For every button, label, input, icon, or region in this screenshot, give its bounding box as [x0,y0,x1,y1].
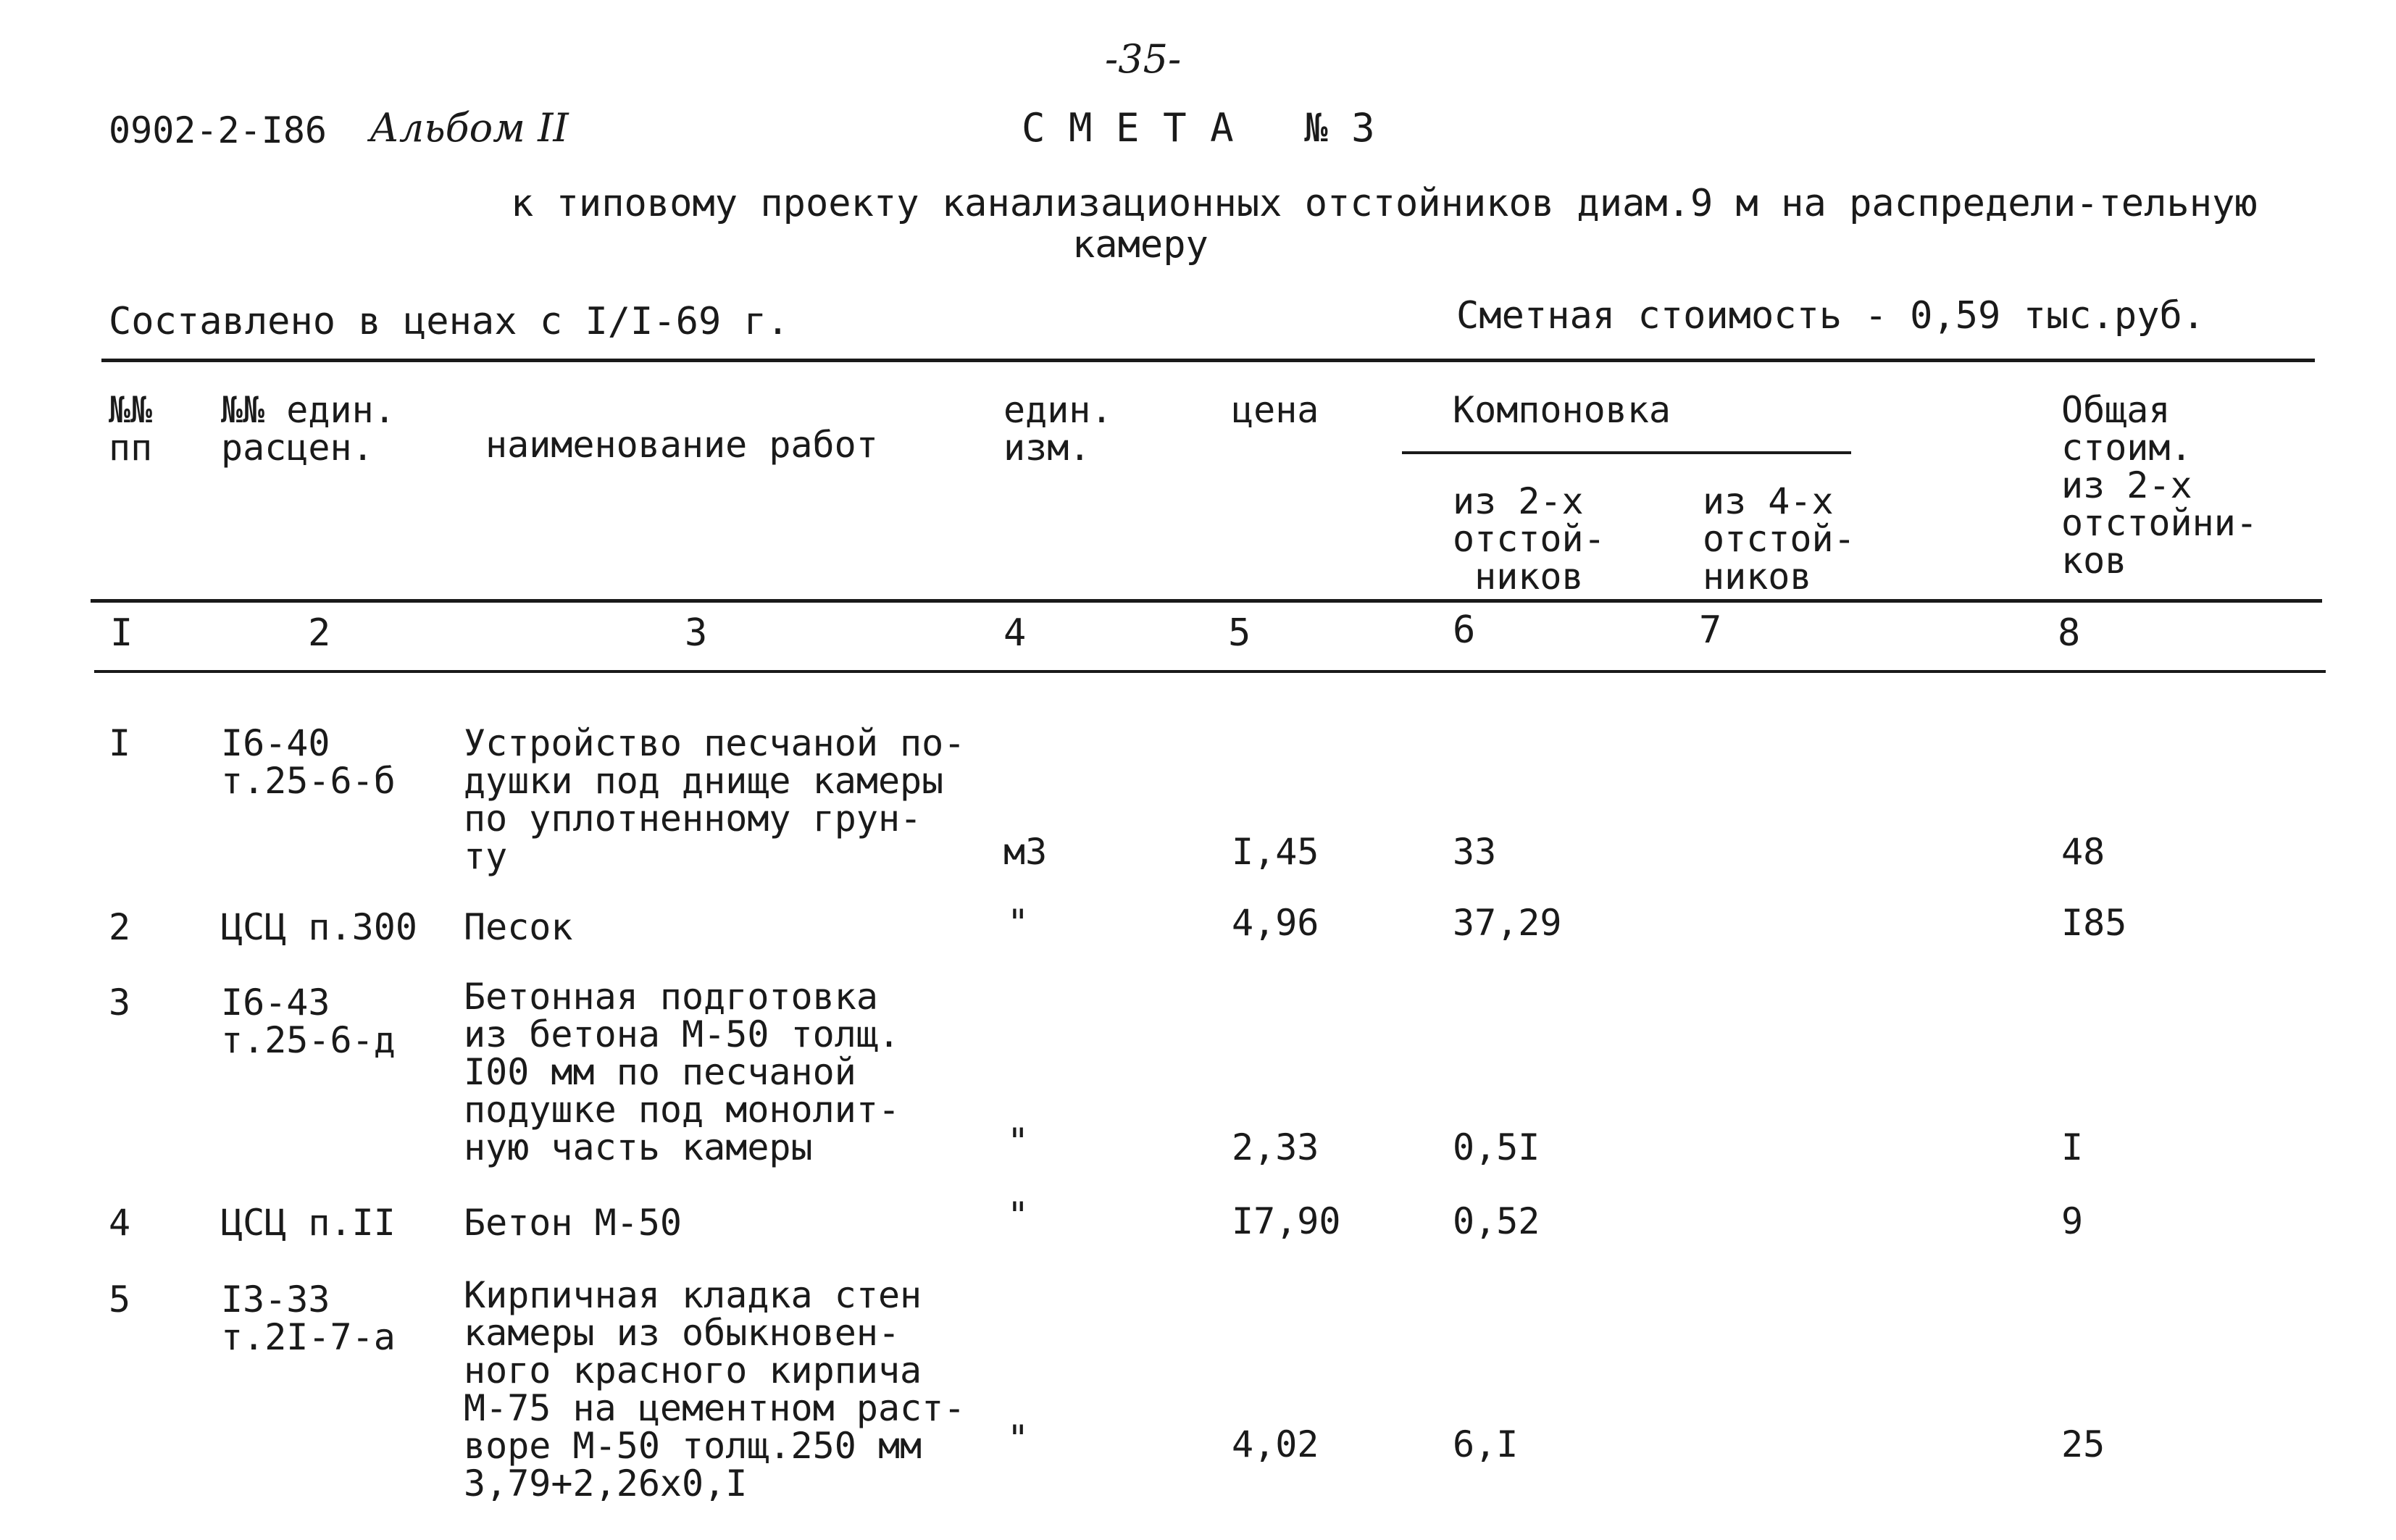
price: I7,90 [1232,1200,1341,1242]
column-number: I [110,611,133,655]
header-rate-code: №№ един. расцен. [221,389,396,469]
total-cost: I85 [2061,902,2127,944]
row-number: 2 [109,906,131,948]
header-bottom-rule [91,599,2322,603]
header-work-name: наименование работ [485,424,878,466]
document-subtitle-cont: камеру [1072,223,1209,267]
price: 2,33 [1232,1126,1319,1168]
price: 4,02 [1232,1423,1319,1465]
header-four-tanks: из 4-х отстой- ников [1703,480,1856,598]
page-number: -35- [1105,36,1182,82]
rate-code: I3-33 т.2I-7-а [221,1279,396,1358]
header-total-cost: Общая стоим. из 2-х отстойни- ков [2061,389,2258,582]
value-two-tanks: 37,29 [1453,902,1562,944]
column-number: 4 [1003,611,1027,655]
header-unit: един. изм. [1003,389,1113,469]
unit: " [1007,1121,1030,1163]
total-cost: 9 [2061,1200,2084,1242]
row-number: I [109,722,131,764]
prices-basis: Составлено в ценах с I/I-69 г. [109,300,790,343]
rate-code: I6-43 т.25-6-д [221,982,396,1061]
price: I,45 [1232,831,1319,873]
work-name: Песок [464,906,573,948]
rate-code: ЦСЦ п.300 [221,906,417,948]
header-two-tanks: из 2-х отстой- ников [1453,480,1606,598]
header-row-number: №№ пп [109,389,153,469]
work-name: Бетонная подготовка из бетона М-50 толщ. I00 мм по песчаной подушке под монолит- ную часть камеры [464,976,901,1168]
album-label: Альбом II [370,105,569,151]
table-top-rule [101,359,2315,362]
value-two-tanks: 6,I [1453,1423,1519,1465]
price: 4,96 [1232,902,1319,944]
document-subtitle: к типовому проекту канализационных отстойников диам.9 м на распредели-тельную [511,182,2258,225]
unit: " [1007,902,1030,944]
rate-code: I6-40 т.25-6-б [221,722,396,802]
row-number: 3 [109,982,131,1024]
header-price: цена [1232,389,1319,431]
total-cost: 48 [2061,831,2105,873]
column-number: 2 [308,611,331,655]
work-name: Устройство песчаной по- душки под днище камеры по уплотненному грун- ту [464,722,966,877]
unit: м3 [1003,831,1048,873]
total-cost: I [2061,1126,2084,1168]
column-number: 6 [1453,608,1476,652]
group-rule [1402,451,1851,454]
estimated-cost: Сметная стоимость - 0,59 тыс.руб. [1456,294,2205,338]
total-cost: 25 [2061,1423,2105,1465]
column-number: 5 [1228,611,1251,655]
rate-code: ЦСЦ п.II [221,1202,396,1244]
document-title: С М Е Т А № 3 [1022,105,1375,151]
column-number: 3 [685,611,708,655]
column-number: 8 [2058,611,2081,655]
row-number: 5 [109,1279,131,1321]
column-number: 7 [1699,608,1722,652]
unit: " [1007,1418,1030,1460]
header-layout-group: Компоновка [1453,389,1671,431]
value-two-tanks: 33 [1453,831,1497,873]
column-numbers-rule [94,670,2326,673]
work-name: Кирпичная кладка стен камеры из обыкновен- ного красного кирпича М-75 на цементном раст- воре М-50 толщ.250 мм 3,79+2,26х0,I [464,1274,966,1505]
work-name: Бетон М-50 [464,1202,683,1244]
unit: " [1007,1194,1030,1236]
doc-code: 0902-2-I86 [109,109,327,151]
row-number: 4 [109,1202,131,1244]
value-two-tanks: 0,5I [1453,1126,1540,1168]
value-two-tanks: 0,52 [1453,1200,1540,1242]
